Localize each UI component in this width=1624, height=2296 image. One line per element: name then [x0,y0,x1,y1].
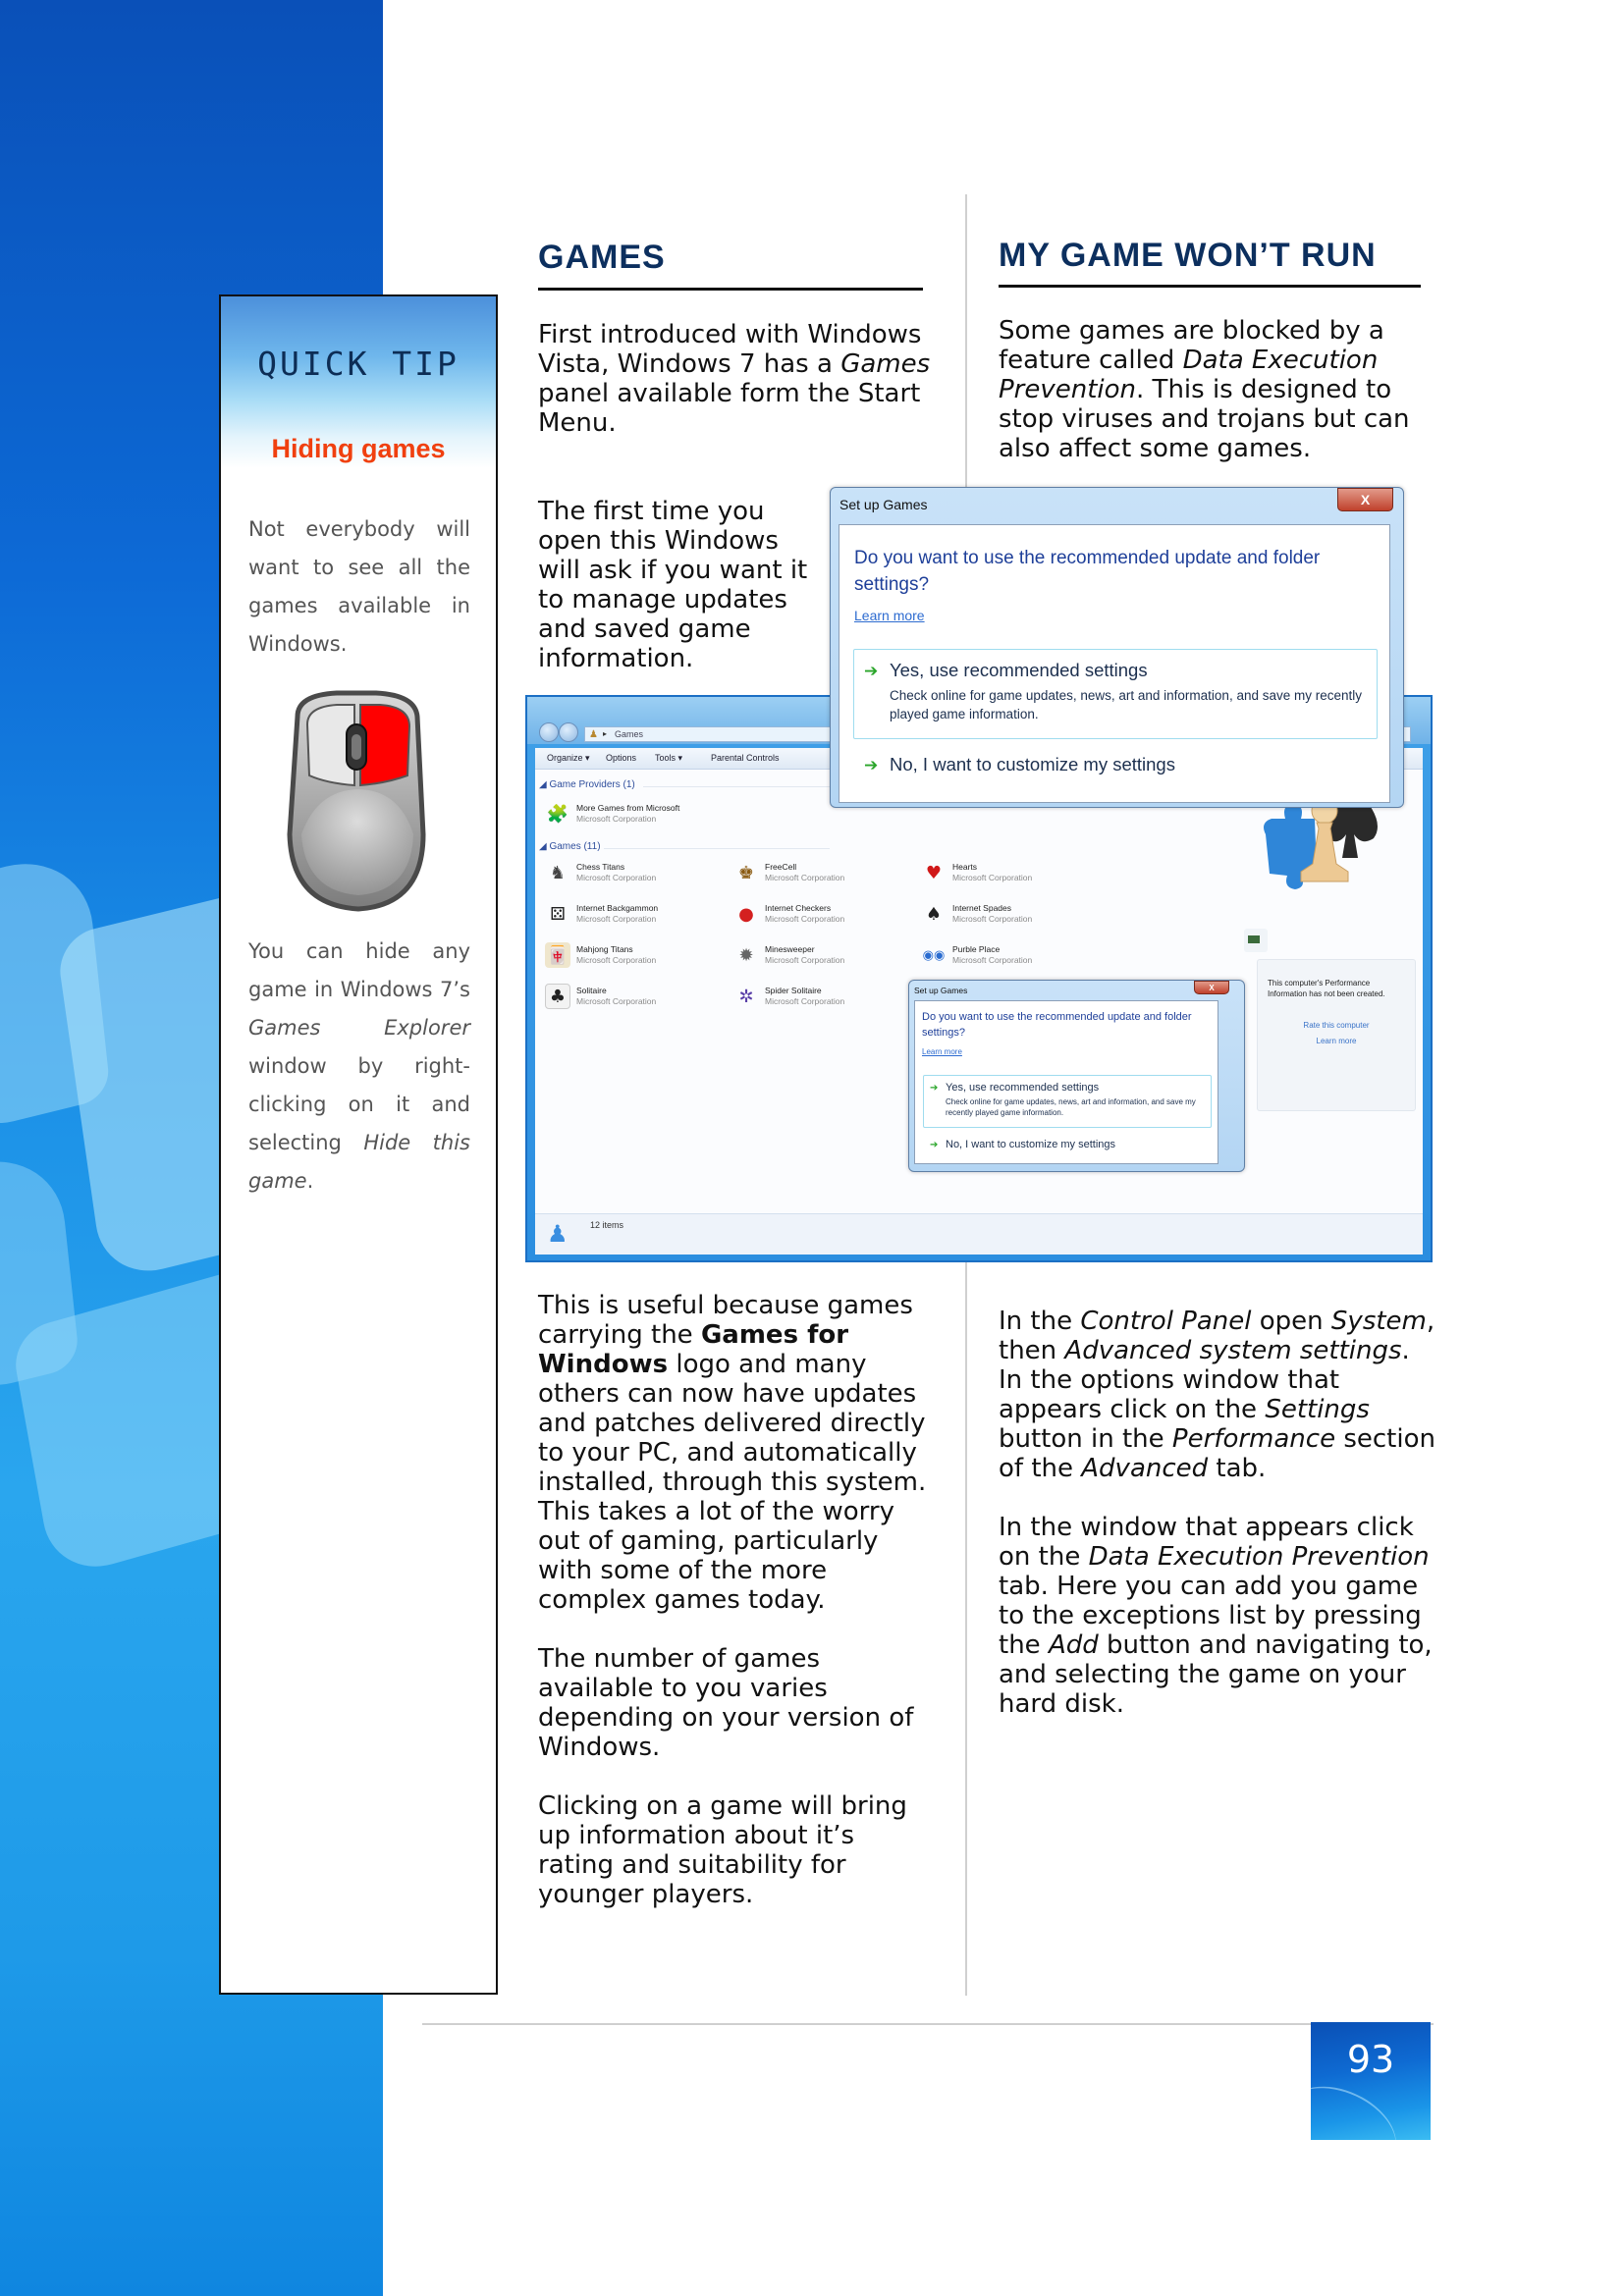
footer-rule [422,2023,1434,2025]
dep-control-panel-paragraph: In the Control Panel open System, then Advanced system settings. In the options window that appears click on the Settings button in the Performance section of the Advanced tab. [999,1307,1435,1483]
performance-tab[interactable] [1244,929,1268,952]
game-item[interactable]: ♚ FreeCell Microsoft Corporation [733,860,930,887]
games-intro-paragraph: First introduced with Windows Vista, Windows 7 has a Games panel available form the Start Menu. [538,320,931,438]
option-description: Check online for game updates, news, art and information, and save my recently played game information. [890,688,1363,721]
solitaire-icon: ♣ [545,984,570,1009]
heading-underline [999,285,1421,288]
breadcrumb-arrow-icon: ▸ [603,729,608,738]
game-item[interactable]: ♞ Chess Titans Microsoft Corporation [545,860,741,887]
heading-underline [538,288,923,291]
quick-tip-box [219,294,498,1995]
option-title: No, I want to customize my settings [890,754,1175,774]
option-use-recommended[interactable] [923,1075,1212,1128]
item-count: 12 items [590,1220,624,1230]
option-use-recommended[interactable] [853,649,1378,739]
purble-eyes-icon: ◉◉ [922,947,946,963]
group-divider [604,848,830,849]
puzzle-card-icon: 🧩 [546,803,569,825]
games-body-text [538,1291,931,1939]
mouse-right-click-icon [278,687,435,915]
dialog-question: Do you want to use the recommended update and folder settings? [854,548,1321,595]
green-arrow-icon: ➔ [930,1140,939,1150]
toolbar-tools[interactable]: Tools ▾ [655,753,683,763]
dialog-title: Set up Games [914,986,968,995]
checkers-icon: ● [738,903,754,925]
close-button[interactable]: X [1194,981,1229,994]
chess-icon: ♞ [549,862,567,883]
section-heading-my-game-wont-run: MY GAME WON’T RUN [999,237,1377,274]
game-item[interactable]: ✹ Minesweeper Microsoft Corporation [733,942,930,970]
provider-item[interactable]: 🧩 More Games from Microsoft Microsoft Corporation [545,801,741,828]
game-item[interactable]: ⚄ Internet Backgammon Microsoft Corporation [545,901,741,929]
group-header-games[interactable]: ◢ Games (11) [539,841,601,852]
game-item[interactable]: ◉◉ Purble Place Microsoft Corporation [921,942,1117,970]
game-item[interactable]: ♥ Hearts Microsoft Corporation [921,860,1117,887]
dialog-title: Set up Games [839,497,928,512]
games-folder-icon: ♟ [589,729,598,740]
toolbar-parental-controls[interactable]: Parental Controls [711,753,780,763]
dep-intro-paragraph: Some games are blocked by a feature called Data Execution Prevention. This is designed to stop viruses and trojans but can also affect some games. [999,316,1410,463]
game-item[interactable]: 🀄 Mahjong Titans Microsoft Corporation [545,942,741,970]
group-divider [643,786,830,787]
option-customize[interactable] [923,1132,1212,1155]
performance-info-text: This computer's Performance Information has not been created. [1268,979,1385,998]
mine-icon: ✹ [738,944,754,966]
toolbar-options[interactable]: Options [606,753,637,763]
green-arrow-icon: ➔ [864,662,879,681]
games-status-icon: ♟ [547,1220,568,1248]
game-item[interactable]: ♠ Internet Spades Microsoft Corporation [921,901,1117,929]
learn-more-link[interactable]: Learn more [854,608,925,623]
quick-tip-paragraph: Not everybody will want to see all the games available in Windows. [248,517,470,656]
game-item[interactable]: ✲ Spider Solitaire Microsoft Corporation [733,984,930,1011]
mahjong-icon: 🀄 [545,942,570,968]
setup-games-dialog [830,487,1404,808]
learn-more-link[interactable]: Learn more [1316,1037,1357,1045]
game-item[interactable]: ♣ Solitaire Microsoft Corporation [545,984,741,1011]
green-arrow-icon: ➔ [864,756,879,775]
back-button[interactable] [539,722,559,742]
dialog-body [914,1000,1218,1164]
toolbar-organize[interactable]: Organize ▾ [547,753,590,763]
games-rating-paragraph: Clicking on a game will bring up information about it’s rating and suitability for younger players. [538,1791,907,1909]
games-first-time-paragraph: The first time you open this Windows will ask if you want it to manage updates and saved game information. [538,497,808,673]
spider-icon: ✲ [738,986,754,1007]
address-text: Games [615,729,644,739]
close-button[interactable]: X [1337,488,1393,511]
option-description: Check online for game updates, news, art and information, and save my recently played game information. [946,1097,1196,1117]
rate-computer-link[interactable]: Rate this computer [1303,1021,1370,1030]
forward-button[interactable] [559,722,578,742]
games-number-paragraph: The number of games available to you varies depending on your version of Windows. [538,1644,914,1762]
quick-tip-header [221,296,496,468]
dialog-question: Do you want to use the recommended update and folder settings? [922,1011,1192,1039]
option-title: Yes, use recommended settings [946,1082,1100,1094]
freecell-icon: ♚ [737,862,755,883]
spades-icon: ♠ [925,903,943,925]
performance-panel [1257,959,1416,1111]
backgammon-icon: ⚄ [550,903,566,925]
dep-body-text [999,1307,1435,1748]
learn-more-link[interactable]: Learn more [922,1047,962,1056]
setup-games-dialog-small [908,980,1245,1172]
green-arrow-icon: ➔ [930,1083,939,1094]
performance-tab-icon [1248,935,1260,943]
quick-tip-label: QUICK TIP [257,345,460,383]
status-bar [535,1213,1423,1255]
quick-tip-title: Hiding games [271,434,446,463]
dialog-body [839,524,1390,803]
dep-tab-paragraph: In the window that appears click on the Data Execution Prevention tab. Here you can add you game to the exceptions list by pressing the Add button and navigating to, and selecting the game on your hard disk. [999,1513,1433,1719]
game-item[interactable]: ● Internet Checkers Microsoft Corporation [733,901,930,929]
section-heading-games: GAMES [538,239,666,276]
option-title: Yes, use recommended settings [890,660,1148,680]
option-title: No, I want to customize my settings [946,1139,1116,1150]
hearts-icon: ♥ [925,862,943,883]
group-header-providers[interactable]: ◢ Game Providers (1) [539,779,635,790]
quick-tip-paragraph: You can hide any game in Windows 7’s Games Explorer window by right-clicking on it and selecting Hide this game. [248,939,471,1193]
page-number-badge [1311,2022,1431,2140]
games-updates-paragraph: This is useful because games carrying the Games for Windows logo and many others can now have updates and patches delivered directly to your PC, and automatically installed, through this system. This takes a lot of the worry out of gaming, particularly with some of the more complex games today. [538,1291,927,1615]
option-customize[interactable] [853,743,1378,782]
page-number: 93 [1346,2038,1395,2081]
